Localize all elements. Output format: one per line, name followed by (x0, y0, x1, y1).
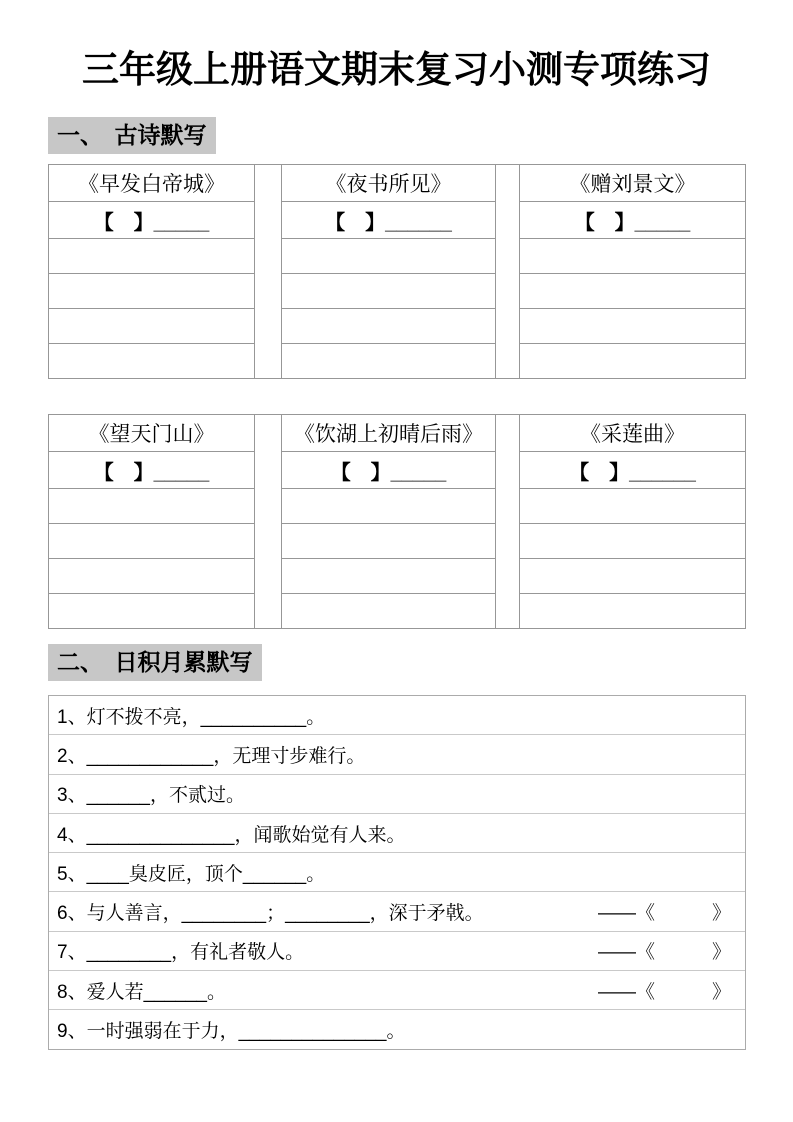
poem-blank-cell (49, 239, 255, 274)
poem-author-cell: 【 】______ (282, 202, 496, 239)
poem-title-row (49, 415, 746, 452)
question-row (49, 734, 745, 773)
poem-blank-row (49, 344, 746, 379)
question-row (49, 970, 745, 1009)
poem-author-cell: 【 】_____ (49, 202, 255, 239)
question-text: 6、与人善言，________；________，深于矛戟。 (57, 903, 484, 925)
poem-blank-cell (282, 274, 496, 309)
poem-blank-cell (282, 489, 496, 524)
poem-blank-cell (49, 274, 255, 309)
poem-blank-cell (520, 559, 746, 594)
poem-blank-row (49, 559, 746, 594)
question-text: 1、灯不拨不亮，__________。 (57, 706, 326, 728)
poem-blank-cell (282, 524, 496, 559)
question-text: 7、________，有礼者敬人。 (57, 942, 305, 964)
table-gap-cell (496, 415, 520, 629)
poem-blank-row (49, 594, 746, 629)
question-text: 8、爱人若______。 (57, 981, 226, 1003)
question-source: ——《 》 (597, 903, 731, 925)
poem-blank-cell (520, 239, 746, 274)
question-source: ——《 》 (597, 942, 731, 964)
poem-blank-row (49, 489, 746, 524)
poem-author-cell: 【 】_____ (49, 452, 255, 489)
poem-blank-cell (49, 489, 255, 524)
poem-title-row (49, 165, 746, 202)
poem-blank-cell (282, 559, 496, 594)
poem-blank-row (49, 274, 746, 309)
poem-title-cell: 《饮湖上初晴后雨》 (282, 415, 496, 452)
poem-table-2 (48, 414, 746, 629)
poem-blank-cell (49, 559, 255, 594)
poem-blank-cell (520, 524, 746, 559)
question-text: 3、______，不贰过。 (57, 785, 245, 807)
poem-author-cell: 【 】_____ (282, 452, 496, 489)
poem-title-cell: 《早发白帝城》 (49, 165, 255, 202)
poem-author-cell: 【 】______ (520, 452, 746, 489)
question-text: 2、____________，无理寸步难行。 (57, 745, 366, 767)
poem-blank-cell (520, 594, 746, 629)
questions-table (48, 695, 746, 1050)
question-row (49, 852, 745, 891)
poem-blank-cell (520, 344, 746, 379)
poem-blank-cell (282, 594, 496, 629)
question-text: 9、一时强弱在于力，______________。 (57, 1021, 406, 1043)
poem-blank-cell (282, 309, 496, 344)
question-row (49, 1009, 745, 1048)
table-gap-cell (496, 165, 520, 379)
question-source: ——《 》 (597, 981, 731, 1003)
poem-blank-cell (520, 274, 746, 309)
poem-blank-row (49, 524, 746, 559)
poem-author-cell: 【 】_____ (520, 202, 746, 239)
page-title: 三年级上册语文期末复习小测专项练习 (82, 49, 711, 90)
poem-title-cell: 《采莲曲》 (520, 415, 746, 452)
question-row (49, 813, 745, 852)
poem-blank-row (49, 309, 746, 344)
poem-title-cell: 《望天门山》 (49, 415, 255, 452)
poem-blank-row (49, 239, 746, 274)
poem-blank-cell (49, 309, 255, 344)
table-gap-cell (255, 165, 282, 379)
poem-blank-cell (49, 344, 255, 379)
poem-title-cell: 《夜书所见》 (282, 165, 496, 202)
poem-blank-cell (282, 239, 496, 274)
section-2-heading: 二、 日积月累默写 (48, 644, 262, 681)
poem-blank-cell (49, 594, 255, 629)
question-text: 4、______________，闻歌始觉有人来。 (57, 824, 406, 846)
poem-table-1 (48, 164, 746, 379)
poem-title-cell: 《赠刘景文》 (520, 165, 746, 202)
poem-author-row (49, 452, 746, 489)
poem-blank-cell (282, 344, 496, 379)
question-row (49, 696, 745, 734)
question-text: 5、____臭皮匠，顶个______。 (57, 863, 326, 885)
poem-blank-cell (49, 524, 255, 559)
poem-blank-cell (520, 489, 746, 524)
poem-blank-cell (520, 309, 746, 344)
table-gap-cell (255, 415, 282, 629)
poem-author-row (49, 202, 746, 239)
question-row (49, 931, 745, 970)
question-row (49, 774, 745, 813)
question-row (49, 891, 745, 930)
section-1-heading: 一、 古诗默写 (48, 117, 216, 154)
